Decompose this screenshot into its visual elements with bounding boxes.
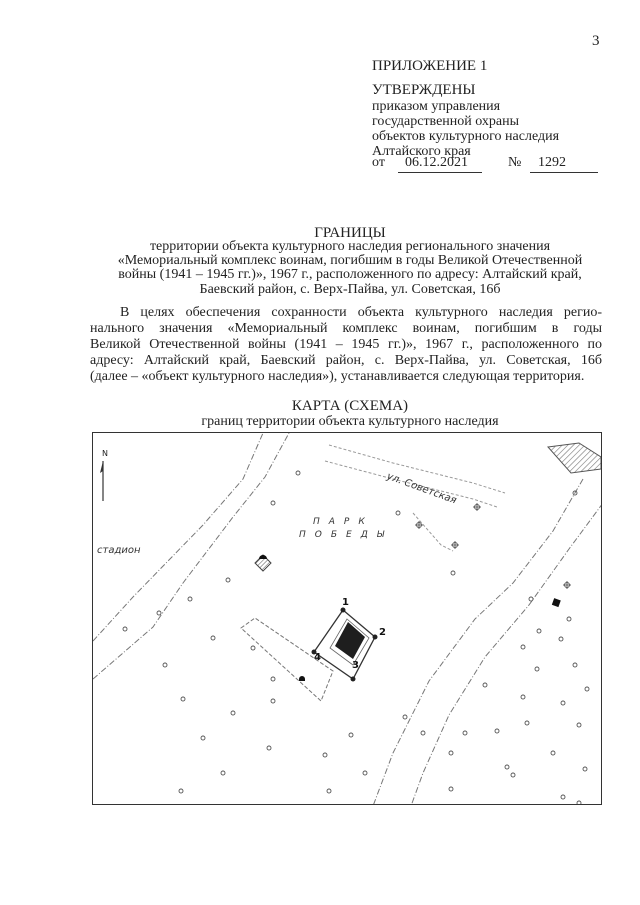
body-paragraph xyxy=(90,321,602,385)
body-paragraph xyxy=(120,305,602,321)
heading-line: Баевский район, с. Верх-Пайва, ул. Советская, 16б xyxy=(199,282,501,297)
from-label: от xyxy=(372,155,385,170)
number-label: № xyxy=(508,155,522,170)
map-drawing xyxy=(93,433,602,805)
stadium-label: стадион xyxy=(97,545,141,556)
paragraph-line: (далее – «объект культурного наследия»), устанавливается следующая территория. xyxy=(90,369,585,384)
boundary-point-label: 1 xyxy=(342,597,349,608)
approval-line: Алтайского края xyxy=(372,144,471,159)
boundary-point-label: 2 xyxy=(379,627,386,638)
north-arrow-icon xyxy=(100,461,103,501)
boundary-point-label: 4 xyxy=(314,652,321,663)
heading-line: «Мемориальный комплекс воинам, погибшим в годы Великой Отечественной xyxy=(117,253,583,268)
monument-icon xyxy=(299,676,305,681)
approval-line: объектов культурного наследия xyxy=(372,129,560,144)
date-underline xyxy=(398,172,482,173)
paragraph-line: Великой Отечественной войны (1941 – 1945 гг.)», 1967 г., расположенного по xyxy=(90,337,602,352)
street-label: ул. Советская xyxy=(385,471,458,507)
paragraph-line: В целях обеспечения сохранности объекта культурного наследия регио- xyxy=(120,305,602,320)
number-underline xyxy=(530,172,598,173)
map-title: КАРТА (СХЕМА) xyxy=(291,398,409,414)
north-label: N xyxy=(102,449,108,458)
order-number: 1292 xyxy=(538,155,566,170)
heading-line: войны (1941 – 1945 гг.)», 1967 г., расположенного по адресу: Алтайский край, xyxy=(118,267,582,282)
park-label: ПАРК xyxy=(313,517,374,527)
approved-label: УТВЕРЖДЕНЫ xyxy=(372,82,476,98)
paragraph-line: нального значения «Мемориальный комплекс воинам, погибшим в годы xyxy=(90,321,602,336)
approval-line: государственной охраны xyxy=(372,114,520,129)
paragraph-line: адресу: Алтайский край, Баевский район, с. Верх-Пайва, ул. Советская, 16б xyxy=(90,353,602,368)
map-subtitle: границ территории объекта культурного наследия xyxy=(201,414,499,429)
boundary-point-label: 3 xyxy=(352,660,359,671)
map-scheme xyxy=(92,432,602,805)
heading-line: территории объекта культурного наследия регионального значения xyxy=(149,239,551,254)
order-date: 06.12.2021 xyxy=(405,155,468,170)
victory-label: ПОБЕДЫ xyxy=(299,530,394,540)
order-date-number-row xyxy=(372,155,602,175)
corner-building-icon xyxy=(548,443,601,473)
page-number: 3 xyxy=(592,33,600,49)
approval-line: приказом управления xyxy=(372,99,501,114)
boundaries-title: ГРАНИЦЫ xyxy=(314,225,386,241)
heritage-object-icon xyxy=(335,622,365,659)
appendix-title: ПРИЛОЖЕНИЕ 1 xyxy=(372,58,488,74)
